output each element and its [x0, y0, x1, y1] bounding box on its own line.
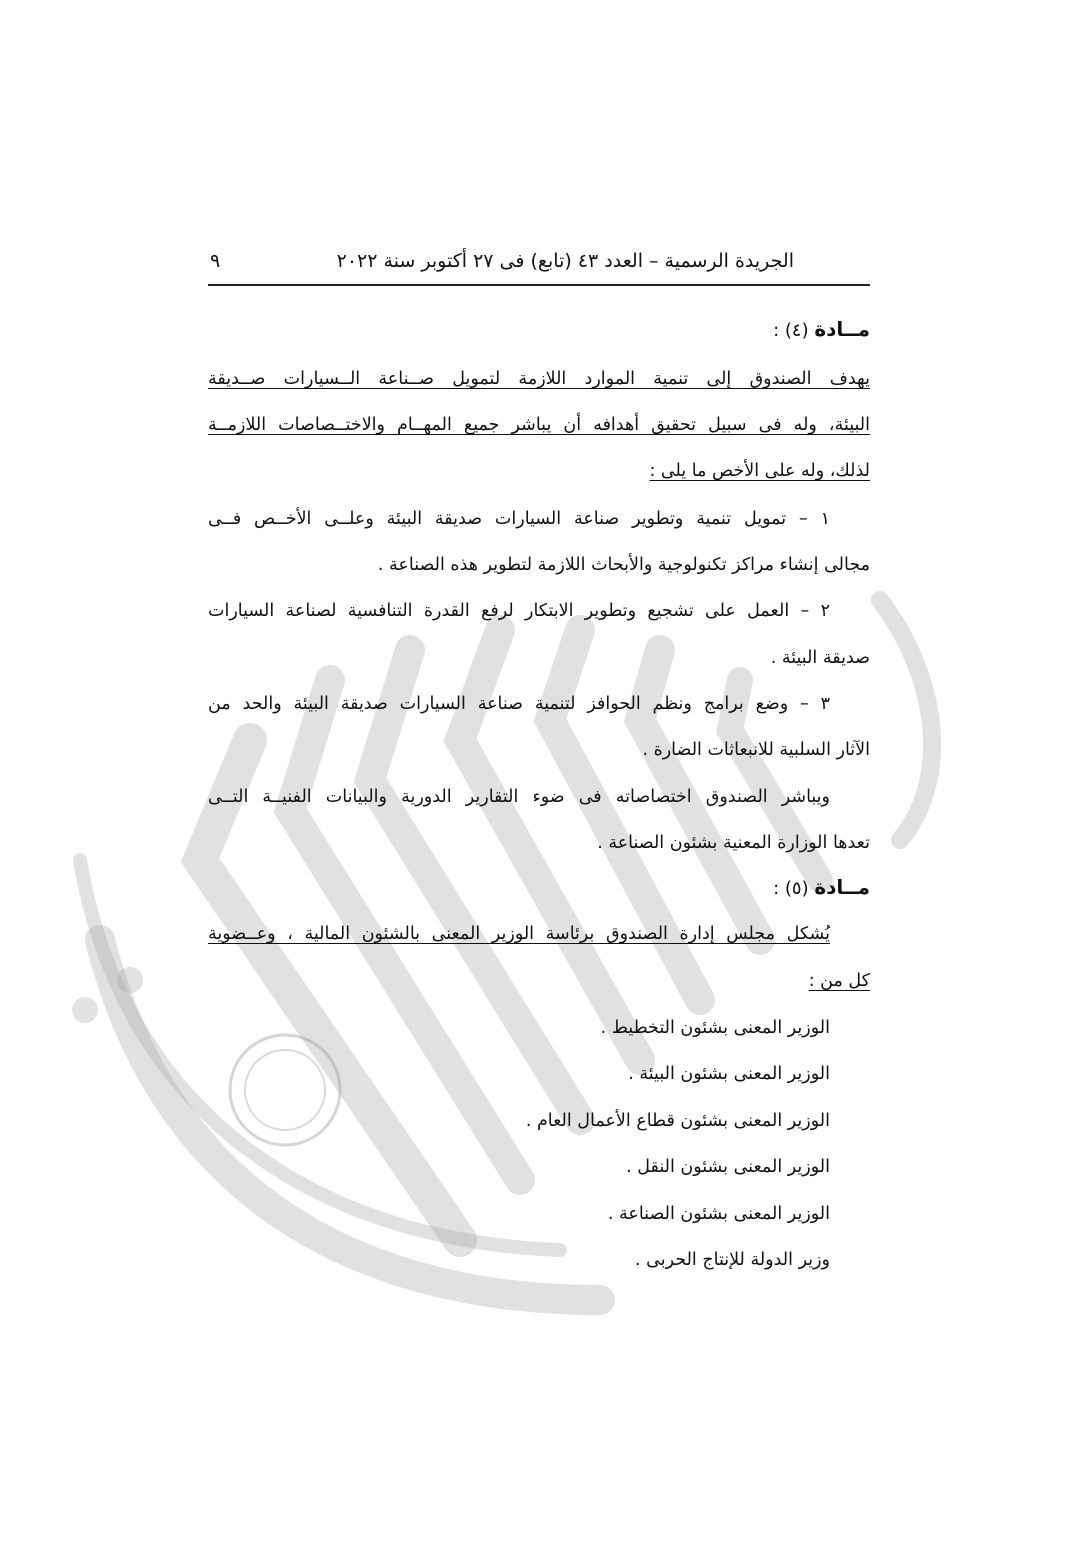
article-4-heading — [773, 314, 870, 346]
article-4-heading-number: (٤) : — [773, 320, 809, 341]
header-title: الجريدة الرسمية – العدد ٤٣ (تابع) فى ٢٧ أكتوبر سنة ٢٠٢٢ — [336, 250, 794, 272]
article-5-intro-line-2: كل من : — [808, 971, 870, 991]
article-4-closing-line-2: تعدها الوزارة المعنية بشئون الصناعة . — [597, 833, 870, 853]
page-header — [208, 248, 870, 286]
member-item: الوزير المعنى بشئون البيئة . — [628, 1064, 830, 1084]
article-4-intro-line-3: لذلك، وله على الأخص ما يلى : — [649, 461, 870, 481]
article-4-item-2-line-2: صديقة البيئة . — [770, 648, 870, 668]
article-5-intro-line-1: يُشكل مجلس إدارة الصندوق برئاسة الوزير المعنى بالشئون المالية ، وعــضوية — [208, 924, 830, 944]
member-item: الوزير المعنى بشئون الصناعة . — [607, 1204, 830, 1224]
member-item: الوزير المعنى بشئون النقل . — [626, 1157, 830, 1177]
article-5-heading-word: مــادة — [814, 875, 870, 899]
article-4-item-2-line-1: ٢ – العمل على تشجيع وتطوير الابتكار لرفع القدرة التنافسية لصناعة السيارات — [208, 601, 830, 621]
article-4-closing-line-1: ويباشر الصندوق اختصاصاته فى ضوء التقارير الدورية والبيانات الفنيــة التــى — [208, 787, 830, 807]
article-4-heading-word: مــادة — [814, 317, 870, 341]
article-4-item-1-line-2: مجالى إنشاء مراكز تكنولوجية والأبحاث اللازمة لتطوير هذه الصناعة . — [377, 555, 870, 575]
article-4-intro-line-1: يهدف الصندوق إلى تنمية الموارد اللازمة لتمويل صــناعة الــسيارات صــديقة — [208, 369, 870, 389]
article-4-item-3-line-2: الآثار السلبية للانبعاثات الضارة . — [642, 740, 870, 760]
article-4-intro-line-2: البيئة، وله فى سبيل تحقيق أهدافه أن يباشر جميع المهــام والاختــصاصات اللازمــة — [208, 415, 870, 435]
member-item: الوزير المعنى بشئون التخطيط . — [600, 1018, 830, 1038]
article-5-heading-number: (٥) : — [773, 878, 809, 899]
member-item: وزير الدولة للإنتاج الحربى . — [635, 1250, 830, 1270]
article-4-item-1-line-1: ١ – تمويل تنمية وتطوير صناعة السيارات صديقة البيئة وعلــى الأخــص فــى — [208, 509, 830, 529]
member-item: الوزير المعنى بشئون قطاع الأعمال العام . — [525, 1111, 830, 1131]
article-4-item-3-line-1: ٣ – وضع برامج ونظم الحوافز لتنمية صناعة السيارات صديقة البيئة والحد من — [208, 694, 830, 714]
article-5-heading — [773, 872, 870, 904]
page-number: ٩ — [210, 250, 221, 272]
